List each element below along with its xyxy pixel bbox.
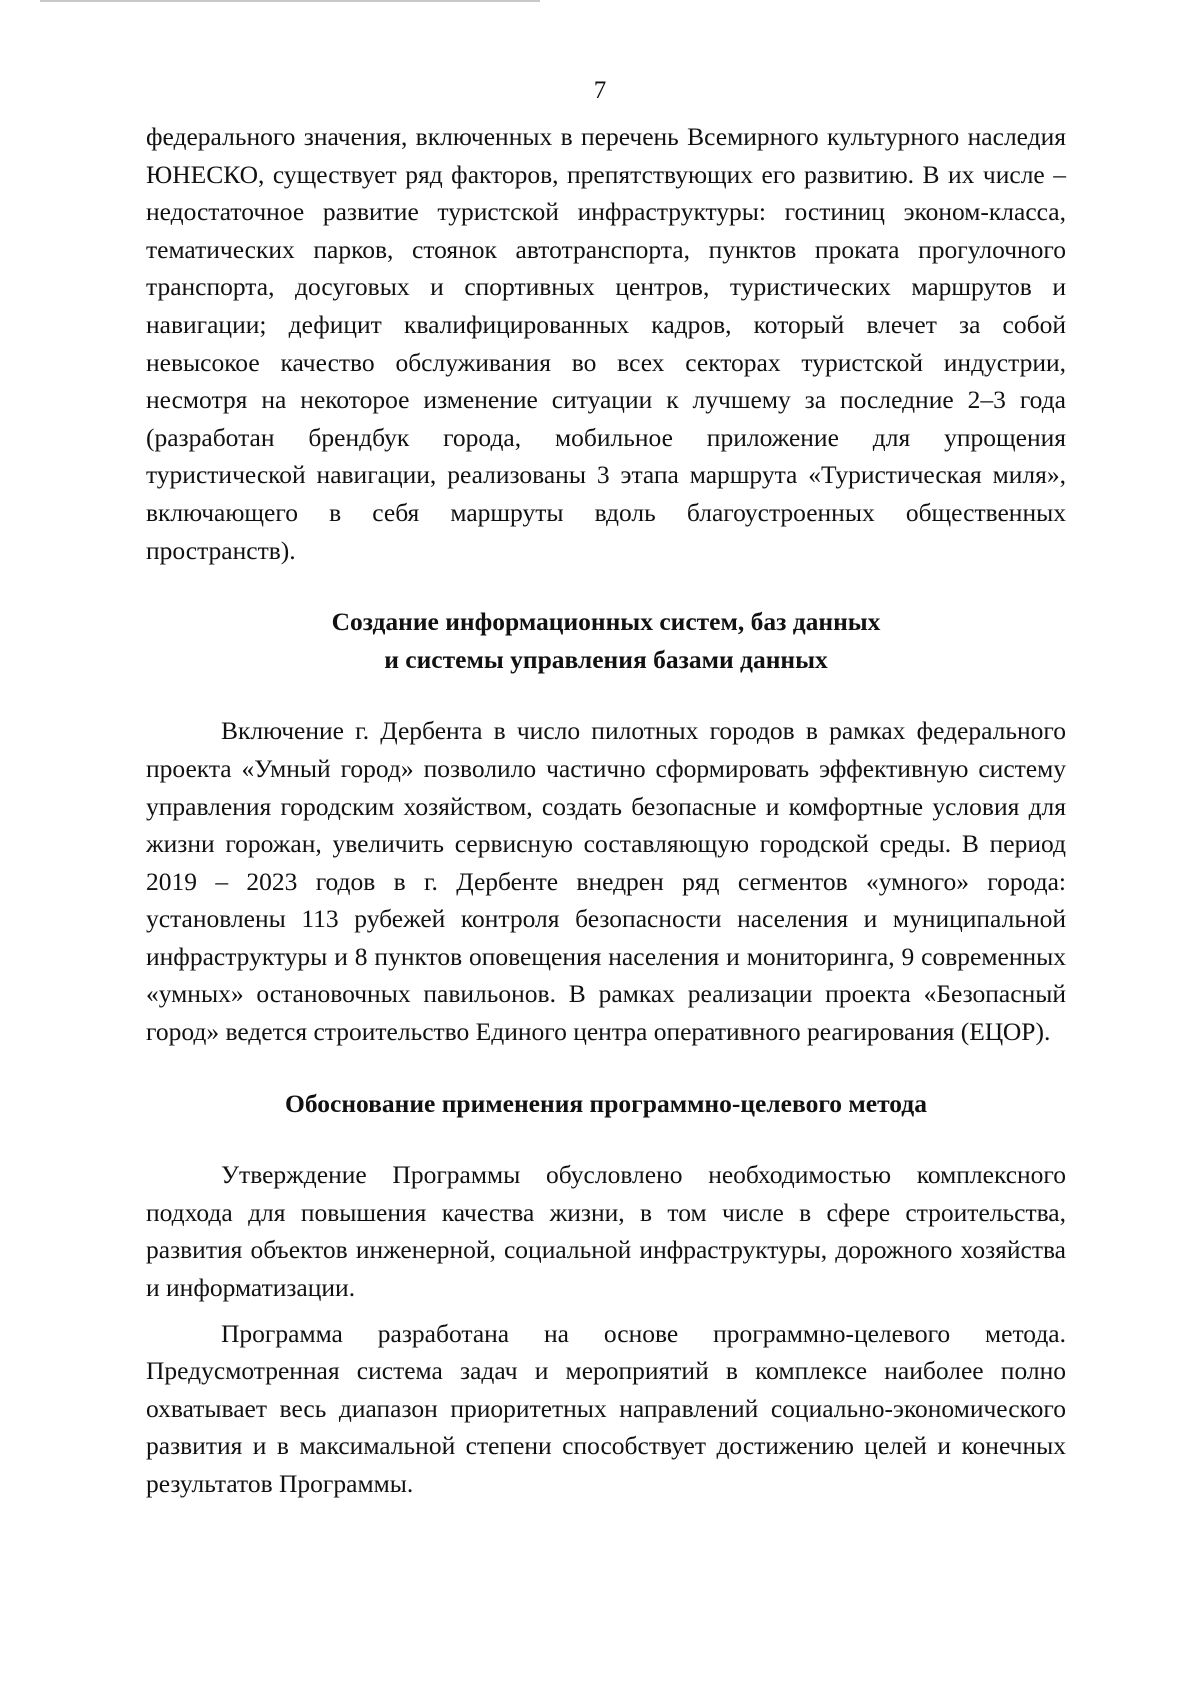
paragraph-smart-city: Включение г. Дербента в число пилотных городов в рамках федерального проекта «Умный город» позволило частично сформировать эффективную систему управления городским хозяйством, создать безопасные и комфортные условия для жизни горожан, увеличить сервисную составляющую городской среды. В период 2019 – 2023 годов в г. Дербенте внедрен ряд сегментов «умного» города: установлены 113 рубежей контроля безопасности населения и муниципальной инфраструктуры и 8 пунктов оповещения населения и мониторинга, 9 современных «умных» остановочных павильонов. В рамках реализации проекта «Безопасный город» ведется строительство Единого центра оперативного реагирования (ЕЦОР). <box>146 716 1066 1047</box>
page-number: 7 <box>593 77 607 104</box>
paragraph-program-approval: Утверждение Программы обусловлено необходимостью комплексного подхода для повышения качества жизни, в том числе в сфере строительства, развития объектов инженерной, социальной инфраструктуры, дорожного хозяйства и информатизации. <box>146 1160 1066 1303</box>
section-heading-information-systems <box>146 603 1066 678</box>
paragraph-program-method: Программа разработана на основе программно-целевого метода. Предусмотренная система задач и мероприятий в комплексе наиболее полно охватывает весь диапазон приоритетных направлений социально-экономического развития и в максимальной степени способствует достижению целей и конечных результатов Программы. <box>146 1318 1066 1498</box>
paragraph-continued: федерального значения, включенных в перечень Всемирного культурного наследия ЮНЕСКО, существует ряд факторов, препятствующих его развитию. В их числе – недостаточное развитие туристской инфраструктуры: гостиниц эконом-класса, тематических парков, стоянок автотранспорта, пунктов проката прогулочного транспорта, досуговых и спортивных центров, туристических маршрутов и навигации; дефицит квалифицированных кадров, который влечет за собой невысокое качество обслуживания во всех секторах туристской индустрии, несмотря на некоторое изменение ситуации к лучшему за последние 2–3 года (разработан брендбук города, мобильное приложение для упрощения туристической навигации, реализованы 3 этапа маршрута «Туристическая миля», включающего в себя маршруты вдоль благоустроенных общественных пространств). <box>146 122 1066 565</box>
scan-edge-line <box>40 0 540 2</box>
heading-line-1: Создание информационных систем, баз данных <box>331 607 881 637</box>
section-heading-program-method: Обоснование применения программно-целевого метода <box>285 1088 927 1118</box>
document-body <box>146 118 1066 1503</box>
heading-line-2: и системы управления базами данных <box>384 644 828 674</box>
